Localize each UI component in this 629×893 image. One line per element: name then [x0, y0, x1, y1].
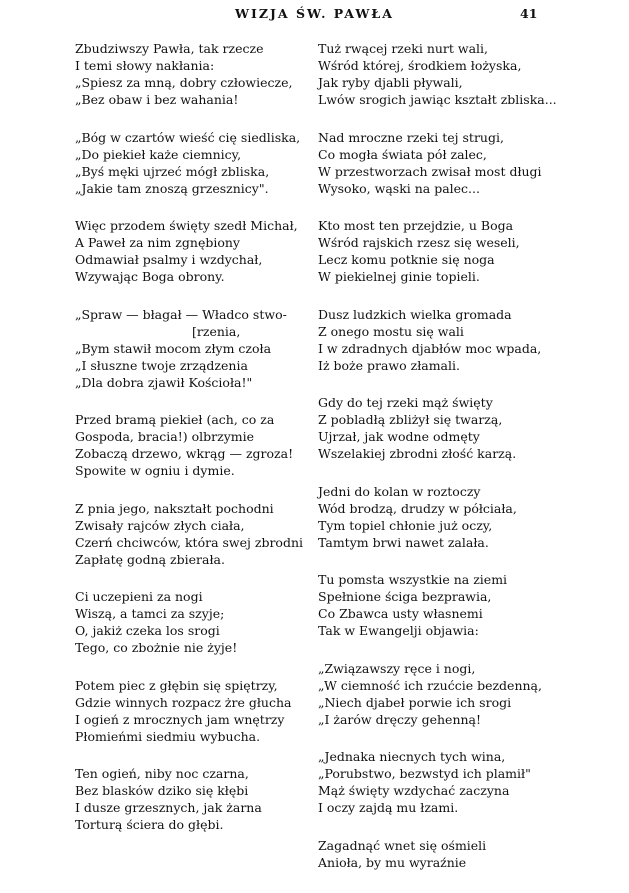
stanza — [318, 571, 548, 639]
verse-line: Kto most ten przejdzie, u Boga — [318, 218, 514, 233]
verse-line: I oczy zajdą mu łzami. — [318, 800, 459, 815]
verse-line: Tuż rwącej rzeki nurt wali, — [318, 41, 489, 56]
verse-line: Jedni do kolan w roztoczy — [318, 483, 481, 499]
verse-line: Zobaczą drzewo, wkrąg — zgroza! — [75, 446, 294, 461]
stanza — [318, 306, 548, 374]
verse-line: Bez blasków dziko się kłębi — [75, 783, 249, 798]
verse-line: „I słuszne twoje zrządzenia — [75, 357, 248, 373]
verse-line: „Niech djabeł porwie ich srogi — [318, 694, 512, 710]
verse-line: „Jednaka niecnych tych wina, — [318, 749, 506, 764]
verse-line: Jak ryby djabli pływali, — [318, 75, 463, 90]
page-header — [0, 0, 629, 28]
verse-line: Wzywając Boga obrony. — [75, 269, 225, 284]
verse-line: Zagadnąć wnet się ośmieli — [318, 837, 487, 853]
verse-line: W przestworzach zwisał most długi — [318, 163, 542, 179]
verse-line: Gdzie winnych rozpacz żre głucha — [75, 694, 292, 710]
stanza — [318, 129, 548, 197]
verse-line: Anioła, by mu wyraźnie — [318, 854, 467, 870]
verse-line: Ten ogień, niby noc czarna, — [75, 766, 249, 781]
verse-line: Mąż święty wzdychać zaczyna — [318, 783, 510, 798]
stanza — [318, 837, 548, 871]
verse-line: „Spiesz za mną, dobry człowiecze, — [75, 75, 293, 90]
verse-line: I temi słowy nakłania: — [75, 58, 215, 73]
stanza — [318, 660, 548, 728]
verse-line: Spełnione ściga bezprawia, — [318, 589, 492, 604]
verse-line: Nad mroczne rzeki tej strugi, — [318, 129, 504, 145]
verse-line: Z pobladłą zbliżył się twarzą, — [318, 412, 503, 427]
stanza — [75, 765, 310, 833]
verse-line: Ci uczepieni za nogi — [75, 589, 203, 604]
stanza — [75, 677, 310, 745]
verse-line: Wiszą, a tamci za szyje; — [75, 606, 225, 621]
verse-line: Wśród rajskich rzesz się weseli, — [318, 235, 520, 250]
stanza — [75, 588, 310, 656]
verse-line: Dusz ludzkich wielka gromada — [318, 306, 512, 322]
stanza — [75, 306, 310, 391]
verse-line: „Jakie tam znoszą grzesznicy". — [75, 180, 269, 196]
verse-line: Tego, co zbożnie nie żyje! — [75, 640, 238, 655]
verse-line: Zwisały rajców złych ciała, — [75, 517, 245, 533]
verse-line: Gdy do tej rzeki mąż święty — [318, 395, 493, 410]
verse-line: Wysoko, wąski na palec... — [318, 180, 480, 196]
stanza — [75, 217, 310, 285]
stanza — [318, 748, 548, 816]
verse-line: „Do piekieł każe ciemnicy, — [75, 146, 242, 162]
verse-line: O, jakiż czeka los srogi — [75, 623, 220, 638]
verse-line: „Bym stawił mocom złym czoła — [75, 340, 272, 356]
verse-line: „Dla dobra zjawił Kościoła!" — [75, 374, 253, 390]
verse-line: Tak w Ewangelji objawia: — [318, 623, 479, 638]
verse-line: W piekielnej ginie topieli. — [318, 269, 480, 284]
verse-line: „Spraw — błagał — Władco stwo- — [75, 306, 287, 322]
verse-line: Wód brodzą, drudzy w półciała, — [318, 500, 517, 516]
verse-line: Wśród której, środkiem łożyska, — [318, 58, 522, 73]
verse-line: Czerń chciwców, która swej zbrodni — [75, 534, 304, 550]
verse-line: Tu pomsta wszystkie na ziemi — [318, 572, 508, 587]
stanza — [318, 483, 548, 551]
verse-line: Potem piec z głębin się spiętrzy, — [75, 677, 278, 693]
verse-line: Zapłatę godną zbierała. — [75, 551, 225, 567]
stanza — [75, 129, 310, 197]
verse-line: I w zdradnych djabłów moc wpada, — [318, 340, 542, 356]
verse-line: „Bóg w czartów wieść cię siedliska, — [75, 129, 301, 145]
left-column — [75, 40, 310, 854]
stanza — [75, 411, 310, 479]
right-column — [318, 40, 557, 891]
verse-line: „Bez obaw i bez wahania! — [75, 92, 239, 107]
verse-line: Odmawiał psalmy i wzdychał, — [75, 252, 263, 267]
verse-line: Gospoda, bracia!) olbrzymie — [75, 429, 255, 444]
verse-line: Z pnia jego, nakształt pochodni — [75, 500, 274, 516]
verse-line: Tamtym brwi nawet zalała. — [318, 534, 489, 550]
verse-line: Spowite w ogniu i dymie. — [75, 463, 235, 478]
verse-line: Iż boże prawo złamali. — [318, 357, 460, 373]
verse-line: Ujrzał, jak wodne odmęty — [318, 429, 480, 444]
verse-line: A Paweł za nim zgnębiony — [75, 235, 240, 250]
verse-line: Więc przodem święty szedł Michał, — [75, 218, 298, 233]
verse-line: Wszelakiej zbrodni złość karzą. — [318, 446, 517, 461]
verse-line: Płomieńmi siedmiu wybucha. — [75, 728, 261, 744]
verse-line: „W ciemność ich rzućcie bezdenną, — [318, 677, 542, 693]
verse-line: Lecz komu potknie się noga — [318, 252, 495, 267]
stanza — [75, 500, 310, 568]
verse-line: Przed bramą piekieł (ach, co za — [75, 412, 275, 427]
verse-line: I ogień z mrocznych jam wnętrzy — [75, 711, 285, 727]
verse-line: „I żarów dręczy gehenną! — [318, 711, 482, 727]
stanza — [318, 40, 557, 108]
verse-line: Torturą ściera do głębi. — [75, 817, 224, 832]
verse-line: Z onego mostu się wali — [318, 323, 464, 339]
verse-line: I dusze grzesznych, jak żarna — [75, 800, 262, 815]
running-title: WIZJA ŚW. PAWŁA — [235, 6, 394, 21]
verse-line: „Porubstwo, bezwstyd ich plamił" — [318, 766, 531, 781]
verse-line: Co mogła świata pół zalec, — [318, 146, 487, 162]
verse-line: [rzenia, — [192, 323, 241, 339]
verse-line: Lwów srogich jawiąc kształt zbliska... — [318, 92, 557, 107]
stanza — [75, 40, 310, 108]
verse-line: Zbudziwszy Pawła, tak rzecze — [75, 41, 264, 56]
stanza — [318, 394, 548, 462]
verse-line: „Związawszy ręce i nogi, — [318, 660, 476, 676]
verse-line: „Byś męki ujrzeć mógł zbliska, — [75, 163, 270, 179]
verse-line: Tym topiel chłonie już oczy, — [318, 517, 493, 533]
page-number: 41 — [520, 6, 538, 21]
verse-line: Co Zbawca usty własnemi — [318, 606, 483, 621]
stanza — [318, 217, 548, 285]
